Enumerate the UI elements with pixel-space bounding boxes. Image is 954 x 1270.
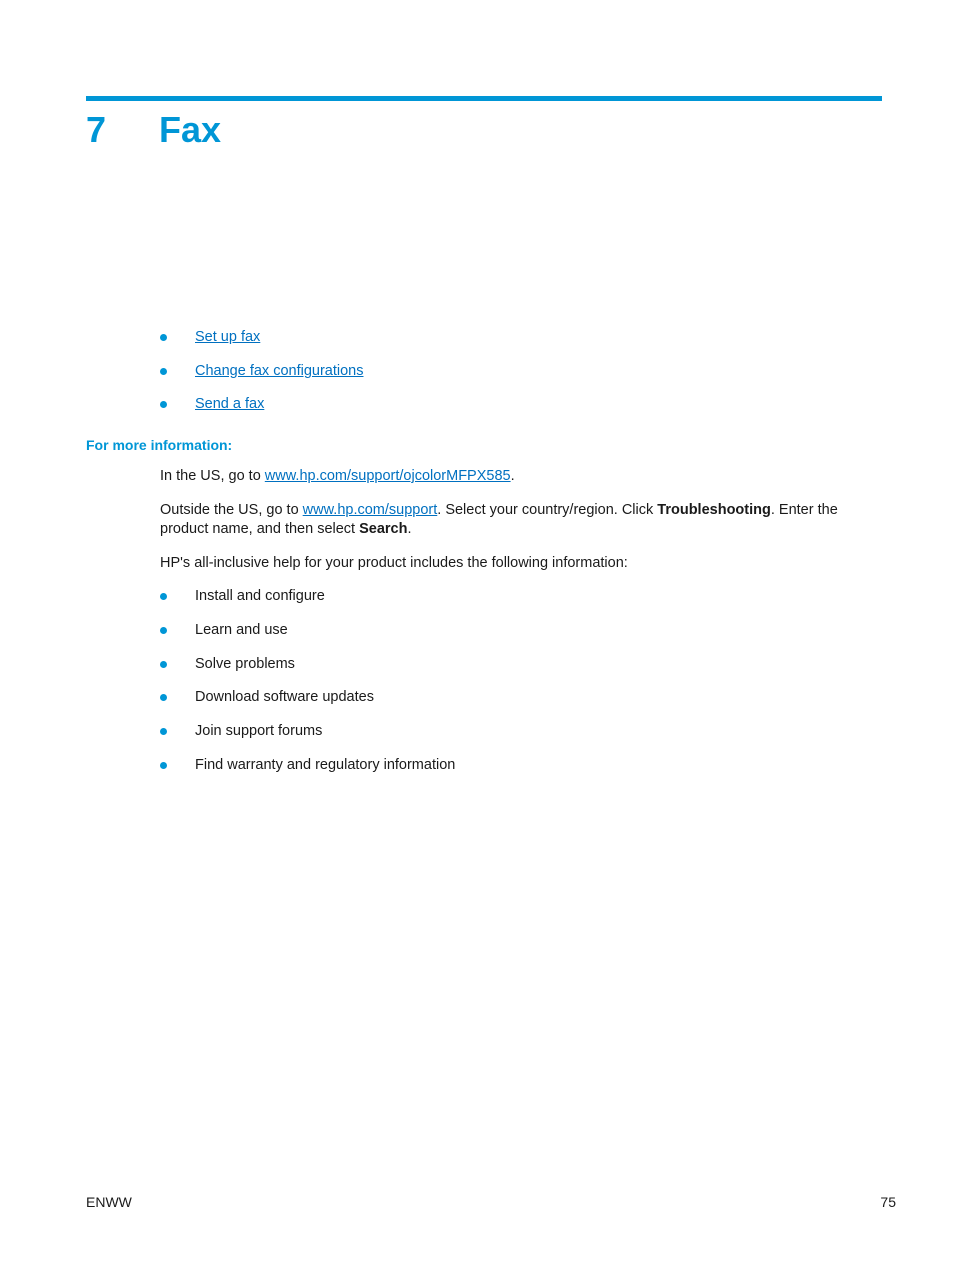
help-item-label: Solve problems bbox=[195, 655, 295, 672]
list-item bbox=[160, 328, 363, 346]
list-item bbox=[160, 722, 455, 740]
outside-prefix-text: Outside the US, go to bbox=[160, 502, 303, 518]
us-prefix-text: In the US, go to bbox=[160, 468, 265, 484]
list-item bbox=[160, 655, 455, 673]
bullet-icon bbox=[160, 728, 167, 735]
troubleshooting-bold: Troubleshooting bbox=[657, 502, 771, 518]
list-item bbox=[160, 756, 455, 774]
toc-link-send-a-fax[interactable]: Send a fax bbox=[195, 396, 265, 412]
page-number: 75 bbox=[880, 1194, 896, 1210]
bullet-icon bbox=[160, 627, 167, 634]
toc-link-change-fax-configurations[interactable]: Change fax configurations bbox=[195, 362, 364, 379]
help-topics-list bbox=[160, 587, 455, 790]
list-item bbox=[160, 395, 363, 413]
bullet-icon bbox=[160, 401, 167, 408]
chapter-number: 7 bbox=[86, 109, 107, 150]
chapter-toc-list bbox=[160, 328, 363, 429]
us-support-link[interactable]: www.hp.com/support/ojcolorMFPX585 bbox=[264, 468, 511, 484]
bullet-icon bbox=[160, 368, 167, 375]
us-support-paragraph bbox=[160, 467, 860, 486]
chapter-rule bbox=[86, 96, 882, 101]
help-item-label: Join support forums bbox=[195, 723, 323, 740]
bullet-icon bbox=[160, 334, 167, 341]
outside-support-link[interactable]: www.hp.com/support bbox=[302, 502, 438, 518]
help-item-label: Download software updates bbox=[195, 689, 374, 706]
toc-link-set-up-fax[interactable]: Set up fax bbox=[195, 329, 261, 345]
bullet-icon bbox=[160, 661, 167, 668]
list-item bbox=[160, 621, 455, 639]
search-bold: Search bbox=[359, 521, 408, 537]
outside-suffix-text: . bbox=[407, 521, 412, 537]
help-item-label: Learn and use bbox=[195, 621, 288, 638]
outside-us-paragraph bbox=[160, 501, 860, 539]
more-info-heading: For more information: bbox=[86, 437, 233, 453]
chapter-title: Fax bbox=[159, 109, 222, 150]
help-item-label: Install and configure bbox=[195, 588, 325, 604]
outside-mid-text-1: . Select your country/region. Click bbox=[437, 502, 658, 518]
help-item-label: Find warranty and regulatory information bbox=[195, 756, 456, 773]
bullet-icon bbox=[160, 694, 167, 701]
us-suffix-text: . bbox=[510, 468, 515, 484]
bullet-icon bbox=[160, 762, 167, 769]
list-item bbox=[160, 362, 363, 380]
list-item bbox=[160, 587, 455, 605]
footer-locale: ENWW bbox=[86, 1194, 132, 1210]
outside-mid-text-2: . Enter the product name, and then select bbox=[160, 502, 838, 537]
help-intro-paragraph: HP's all-inclusive help for your product includes the following information: bbox=[160, 555, 628, 571]
list-item bbox=[160, 688, 455, 706]
bullet-icon bbox=[160, 593, 167, 600]
